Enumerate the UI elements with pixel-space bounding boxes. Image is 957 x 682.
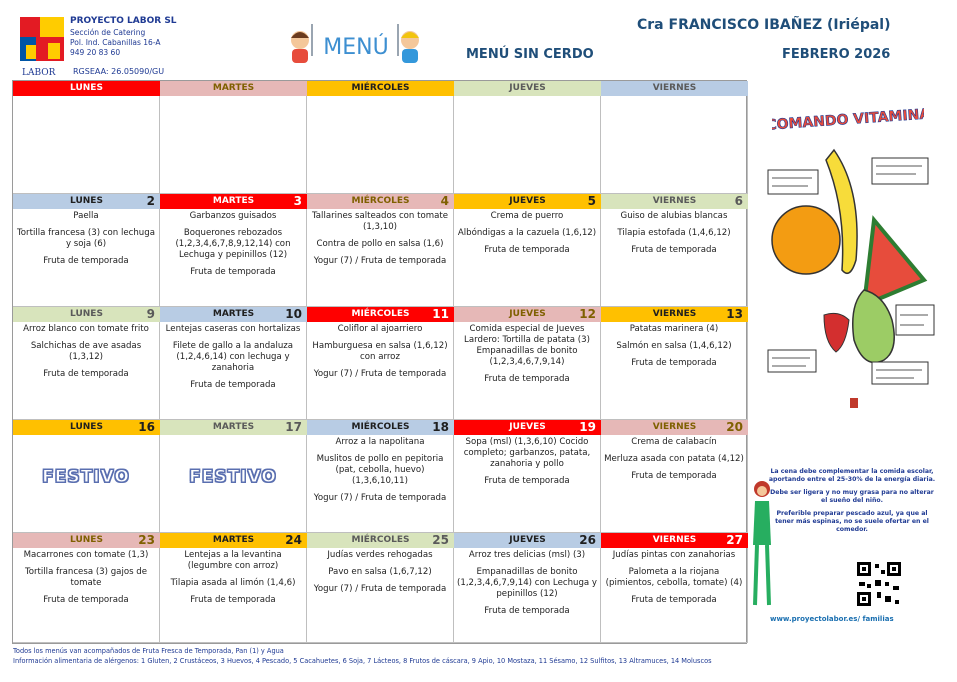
logo-text: LABOR <box>22 68 56 78</box>
day-name: VIERNES <box>652 196 697 206</box>
qr-code[interactable] <box>855 560 903 608</box>
day-header <box>307 194 454 209</box>
day-name: VIERNES <box>652 422 697 432</box>
menu-dish: Judías verdes rehogadas <box>327 550 433 560</box>
menu-dish: Garbanzos guisados <box>189 211 277 221</box>
menu-dish: Yogur (7) / Fruta de temporada <box>313 369 447 379</box>
company-line: Pol. Ind. Cabanillas 16-A <box>70 38 161 47</box>
day-name: MARTES <box>212 196 255 206</box>
day-header <box>307 81 454 96</box>
day-menu <box>13 209 160 307</box>
day-header <box>601 420 748 435</box>
menu-dish: Guiso de alubias blancas <box>620 211 728 221</box>
day-menu <box>13 96 160 194</box>
day-number: 13 <box>726 307 743 321</box>
advice-text: Debe ser ligera y no muy grasa para no alterar el sueño del niño. <box>770 489 934 504</box>
menu-dish: Crema de puerro <box>490 211 564 221</box>
menu-dish: Fruta de temporada <box>43 595 129 605</box>
day-number: 17 <box>285 420 302 434</box>
menu-dish: Contra de pollo en salsa (1,6) <box>316 239 444 249</box>
menu-banner-text: MENÚ <box>323 35 389 60</box>
day-name: MIÉRCOLES <box>351 422 410 432</box>
day-menu <box>601 322 748 420</box>
month-label: FEBRERO 2026 <box>782 47 891 62</box>
day-header <box>160 194 307 209</box>
menu-dish: Fruta de temporada <box>190 595 276 605</box>
menu-dish: Fruta de temporada <box>484 374 570 384</box>
day-name: JUEVES <box>509 83 546 93</box>
menu-dish: Lentejas a la levantina (legumbre con arroz) <box>184 550 282 571</box>
day-menu <box>13 548 160 643</box>
day-header <box>307 307 454 322</box>
menu-dish: Lentejas caseras con hortalizas <box>165 324 301 334</box>
menu-dish: Paella <box>73 211 99 221</box>
company-name: PROYECTO LABOR SL <box>70 16 177 26</box>
school-name: Cra FRANCISCO IBAÑEZ (Iriépal) <box>637 17 891 33</box>
day-number: 25 <box>432 533 449 547</box>
day-menu <box>13 435 160 533</box>
day-menu <box>454 435 601 533</box>
day-header <box>601 533 748 548</box>
day-name: JUEVES <box>509 196 546 206</box>
day-header <box>601 194 748 209</box>
day-header <box>454 533 601 548</box>
menu-dish: Fruta de temporada <box>190 380 276 390</box>
menu-dish: Macarrones con tomate (1,3) <box>23 550 149 560</box>
day-number: 20 <box>726 420 743 434</box>
day-number: 10 <box>285 307 302 321</box>
menu-dish: Fruta de temporada <box>484 245 570 255</box>
day-name: MIÉRCOLES <box>351 196 410 206</box>
day-menu <box>454 322 601 420</box>
day-name: VIERNES <box>652 309 697 319</box>
day-name: JUEVES <box>509 535 546 545</box>
day-header <box>160 420 307 435</box>
day-number: 27 <box>726 533 743 547</box>
dinner-advice <box>767 468 937 539</box>
day-number: 18 <box>432 420 449 434</box>
day-menu <box>601 96 748 194</box>
day-header <box>307 533 454 548</box>
day-name: JUEVES <box>509 422 546 432</box>
day-menu <box>160 96 307 194</box>
day-name: MARTES <box>212 83 255 93</box>
menu-dish: Crema de calabacín <box>631 437 717 447</box>
menu-dish: Arroz blanco con tomate frito <box>23 324 149 334</box>
day-menu <box>307 548 454 643</box>
day-number: 23 <box>138 533 155 547</box>
menu-dish: Fruta de temporada <box>43 369 129 379</box>
day-number: 24 <box>285 533 302 547</box>
day-header <box>307 420 454 435</box>
footer-note: Todos los menús van acompañados de Fruta Fresca de Temporada, Pan (1) y Agua <box>13 647 284 655</box>
website-link[interactable]: www.proyectolabor.es/ familias <box>770 615 894 623</box>
day-number: 11 <box>432 307 449 321</box>
day-header <box>13 194 160 209</box>
menu-dish: Pavo en salsa (1,6,7,12) <box>328 567 432 577</box>
day-number: 2 <box>146 194 155 208</box>
day-name: MARTES <box>212 535 255 545</box>
rgseaa-number: RGSEAA: 26.05090/GU <box>73 67 165 76</box>
menu-dish: Fruta de temporada <box>631 595 717 605</box>
menu-dish: Arroz tres delicias (msl) (3) <box>468 550 586 560</box>
menu-dish: Tilapia estofada (1,4,6,12) <box>617 228 731 238</box>
day-menu <box>307 209 454 307</box>
menu-dish: Merluza asada con patata (4,12) <box>604 454 744 464</box>
menu-dish: Albóndigas a la cazuela (1,6,12) <box>457 228 597 238</box>
menu-title: MENÚ SIN CERDO <box>466 47 594 62</box>
menu-dish: Filete de gallo a la andaluza (1,2,4,6,14) con lechuga y zanahoria <box>172 341 294 373</box>
day-menu <box>454 209 601 307</box>
day-number: 6 <box>734 194 743 208</box>
day-menu <box>601 435 748 533</box>
day-name: MARTES <box>212 422 255 432</box>
day-header <box>454 307 601 322</box>
day-menu <box>307 96 454 194</box>
day-header <box>13 533 160 548</box>
day-number: 9 <box>146 307 155 321</box>
day-menu <box>160 435 307 533</box>
day-number: 4 <box>440 194 449 208</box>
company-line: Sección de Catering <box>70 28 146 37</box>
menu-dish: Tortilla francesa (3) gajos de tomate <box>24 567 148 588</box>
day-menu <box>160 548 307 643</box>
menu-dish: Muslitos de pollo en pepitoria (pat, cebolla, huevo) (1,3,6,10,11) <box>316 454 444 486</box>
day-header <box>454 420 601 435</box>
day-name: JUEVES <box>509 309 546 319</box>
advice-text: Preferible preparar pescado azul, ya que al tener más espinas, no se suele ofertar en el comedor. <box>775 510 929 533</box>
day-name: LUNES <box>70 83 103 93</box>
menu-dish: Fruta de temporada <box>190 267 276 277</box>
day-header <box>160 533 307 548</box>
menu-dish: Judías pintas con zanahorias <box>612 550 736 560</box>
menu-dish: Fruta de temporada <box>631 358 717 368</box>
menu-dish: Coliflor al ajoarriero <box>337 324 423 334</box>
day-menu <box>307 435 454 533</box>
menu-dish: Yogur (7) / Fruta de temporada <box>313 584 447 594</box>
day-header <box>13 307 160 322</box>
company-line: 949 20 83 60 <box>70 48 121 57</box>
day-name: MIÉRCOLES <box>351 309 410 319</box>
day-header <box>13 420 160 435</box>
day-header <box>160 307 307 322</box>
menu-dish: Fruta de temporada <box>43 256 129 266</box>
menu-dish: Arroz a la napolitana <box>335 437 425 447</box>
day-name: LUNES <box>70 309 103 319</box>
menu-dish: Comida especial de Jueves Lardero: Tortilla de patata (3) Empanadillas de bonito (1,2,3,4,6,7,9,14) <box>464 324 590 367</box>
day-number: 12 <box>579 307 596 321</box>
day-name: MARTES <box>212 309 255 319</box>
day-menu <box>160 209 307 307</box>
menu-dish: Fruta de temporada <box>484 606 570 616</box>
day-header <box>601 81 748 96</box>
day-name: LUNES <box>70 535 103 545</box>
day-number: 5 <box>587 194 596 208</box>
menu-dish: Salchichas de ave asadas (1,3,12) <box>30 341 142 362</box>
comando-vitamina-title <box>772 98 924 134</box>
day-name: MIÉRCOLES <box>351 535 410 545</box>
menu-dish: Empanadillas de bonito (1,2,3,4,6,7,9,14) con Lechuga y pepinillos (12) <box>457 567 598 599</box>
allergen-legend: Información alimentaria de alérgenos: 1 Gluten, 2 Crustáceos, 3 Huevos, 4 Pescado, 5 Cacahuetes, 6 Soja, 7 Lácteos, 8 Frutos de cáscara, 9 Apio, 10 Mostaza, 11 Sésamo, 12 Sulfitos, 13 Altramuces, 14 Moluscos <box>13 657 712 665</box>
day-menu <box>601 209 748 307</box>
menu-banner-illustration <box>282 18 432 70</box>
day-header <box>454 81 601 96</box>
day-menu <box>601 548 748 643</box>
menu-dish: Patatas marinera (4) <box>629 324 719 334</box>
menu-dish: Boquerones rebozados (1,2,3,4,6,7,8,9,12,14) con Lechuga y pepinillos (12) <box>175 228 291 260</box>
holiday-label: FESTIVO <box>42 467 130 487</box>
menu-dish: Fruta de temporada <box>484 476 570 486</box>
fruit-characters-illustration <box>764 130 940 392</box>
menu-dish: Palometa a la riojana (pimientos, cebolla, tomate) (4) <box>605 567 743 588</box>
day-name: MIÉRCOLES <box>351 83 410 93</box>
menu-dish: Sopa (msl) (1,3,6,10) Cocido completo; garbanzos, patata, zanahoria y pollo <box>463 437 591 469</box>
day-name: VIERNES <box>652 83 697 93</box>
day-number: 3 <box>293 194 302 208</box>
day-number: 19 <box>579 420 596 434</box>
day-name: VIERNES <box>652 535 697 545</box>
menu-dish: Fruta de temporada <box>631 471 717 481</box>
menu-dish: Fruta de temporada <box>631 245 717 255</box>
day-header <box>160 81 307 96</box>
menu-dish: Yogur (7) / Fruta de temporada <box>313 256 447 266</box>
flag-icon <box>850 398 858 408</box>
day-menu <box>160 322 307 420</box>
day-number: 16 <box>138 420 155 434</box>
menu-dish: Salmón en salsa (1,4,6,12) <box>616 341 732 351</box>
day-menu <box>307 322 454 420</box>
menu-dish: Tallarines salteados con tomate (1,3,10) <box>311 211 449 232</box>
menu-dish: Yogur (7) / Fruta de temporada <box>313 493 447 503</box>
day-number: 26 <box>579 533 596 547</box>
menu-calendar <box>12 80 747 644</box>
day-menu <box>13 322 160 420</box>
day-header <box>454 194 601 209</box>
menu-dish: Tilapia asada al limón (1,4,6) <box>170 578 296 588</box>
day-name: LUNES <box>70 422 103 432</box>
day-header <box>13 81 160 96</box>
advice-text: La cena debe complementar la comida escolar, aportando entre el 25-30% de la energía diaria. <box>768 468 936 483</box>
day-menu <box>454 548 601 643</box>
menu-dish: Hamburguesa en salsa (1,6,12) con arroz <box>312 341 448 362</box>
holiday-label: FESTIVO <box>189 467 277 487</box>
day-name: LUNES <box>70 196 103 206</box>
menu-dish: Tortilla francesa (3) con lechuga y soja (6) <box>17 228 155 249</box>
day-menu <box>454 96 601 194</box>
day-header <box>601 307 748 322</box>
comando-text: COMANDO VITAMINA <box>772 106 924 134</box>
